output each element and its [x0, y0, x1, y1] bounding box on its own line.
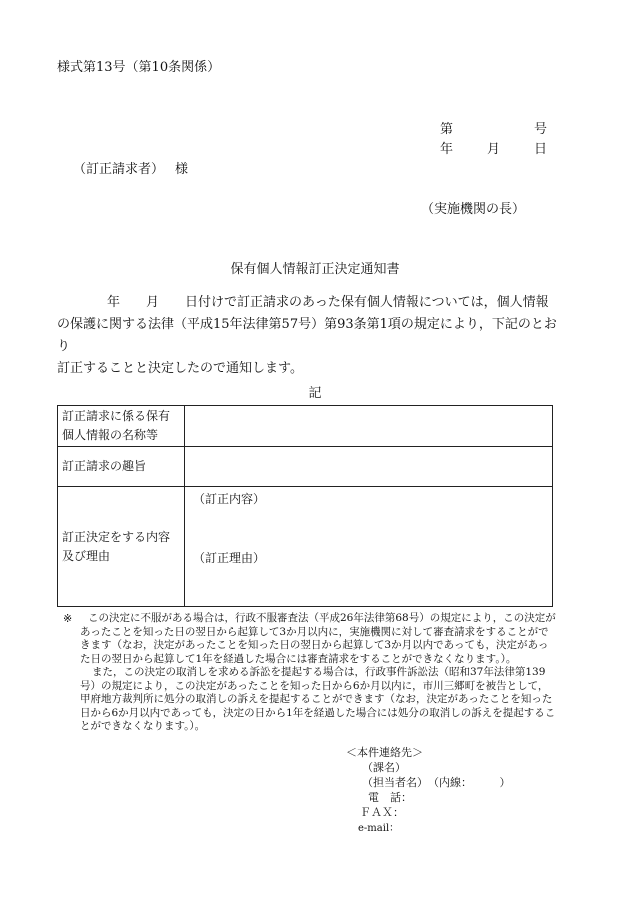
appeal-notice-paragraph-1: この決定に不服がある場合は，行政不服審査法（平成26年法律第68号）の規定により，この決定があったことを知った日の翌日から起算して3か月以内に，実施機関に対して審査請求をすることができます（なお，決定があったことを知った日の翌日から起算して3か月以内であっても，決定があった日の翌日から起算して1年を経過した場合には審査請求をすることができなくなります。）。	[80, 612, 556, 665]
body-line-3: 訂正することと決定したので通知します。	[57, 361, 303, 376]
decision-content-value	[185, 487, 553, 607]
addressee-requester: （訂正請求者）	[73, 162, 165, 177]
body-line-1: 年 月 日付けで訂正請求のあった保有個人情報については，個人情報	[107, 295, 549, 310]
appeal-notice-paragraph-2: また，この決定の取消しを求める訴訟を提起する場合は，行政事件訴訟法（昭和37年法律第139号）の規定により，この決定があったことを知った日から6か月以内に，市川三郷町を被告として，甲府地方裁判所に処分の取消しの訴えを提起することができます（なお，決定があったことを知った日から6か月以内であっても，決定の日から1年を経過した場合には処分の取消しの訴えを提起することができなくなります。）。	[80, 666, 556, 732]
contact-phone: 電 話：	[368, 791, 412, 804]
table-row	[58, 447, 553, 487]
table-row	[58, 406, 553, 447]
decision-table	[57, 405, 553, 607]
target-info-value	[185, 406, 553, 447]
date-year: 年	[440, 142, 454, 157]
contact-fax: ＦＡＸ：	[360, 806, 404, 819]
appeal-notice	[80, 612, 558, 734]
addressee-honorific: 様	[175, 162, 189, 177]
correction-reason-label: （訂正理由）	[193, 551, 266, 565]
decision-content-label-line-1: 訂正決定をする内容	[62, 529, 171, 544]
decision-content-label	[58, 487, 185, 607]
document-title: 保有個人情報訂正決定通知書	[230, 262, 400, 277]
document-number-prefix: 第	[440, 122, 454, 137]
body-line-2: の保護に関する法律（平成15年法律第57号）第93条第1項の規定により，下記のとおり	[57, 317, 557, 354]
request-purpose-label: 訂正請求の趣旨	[58, 447, 185, 487]
issuer: （実施機関の長）	[421, 202, 526, 217]
note-mark: ※	[63, 612, 73, 625]
contact-heading: ＜本件連絡先＞	[346, 746, 423, 759]
request-purpose-value	[185, 447, 553, 487]
ki-heading: 記	[308, 386, 322, 401]
target-info-label-line-2: 個人情報の名称等	[62, 428, 159, 442]
date-month: 月	[487, 142, 501, 157]
form-number: 様式第13号（第10条関係）	[57, 60, 221, 75]
contact-person: （担当者名） （内線： ）	[362, 776, 511, 789]
target-info-label	[58, 406, 185, 447]
contact-section: （課名）	[362, 761, 406, 774]
table-row	[58, 487, 553, 607]
body-text	[57, 292, 557, 380]
decision-content-label-line-2: 及び理由	[62, 548, 111, 563]
target-info-label-line-1: 訂正請求に係る保有	[62, 409, 171, 423]
correction-content-label: （訂正内容）	[193, 492, 266, 506]
date-day: 日	[534, 142, 548, 157]
contact-email: e-mail：	[358, 823, 400, 834]
document-number-suffix: 号	[534, 122, 548, 137]
